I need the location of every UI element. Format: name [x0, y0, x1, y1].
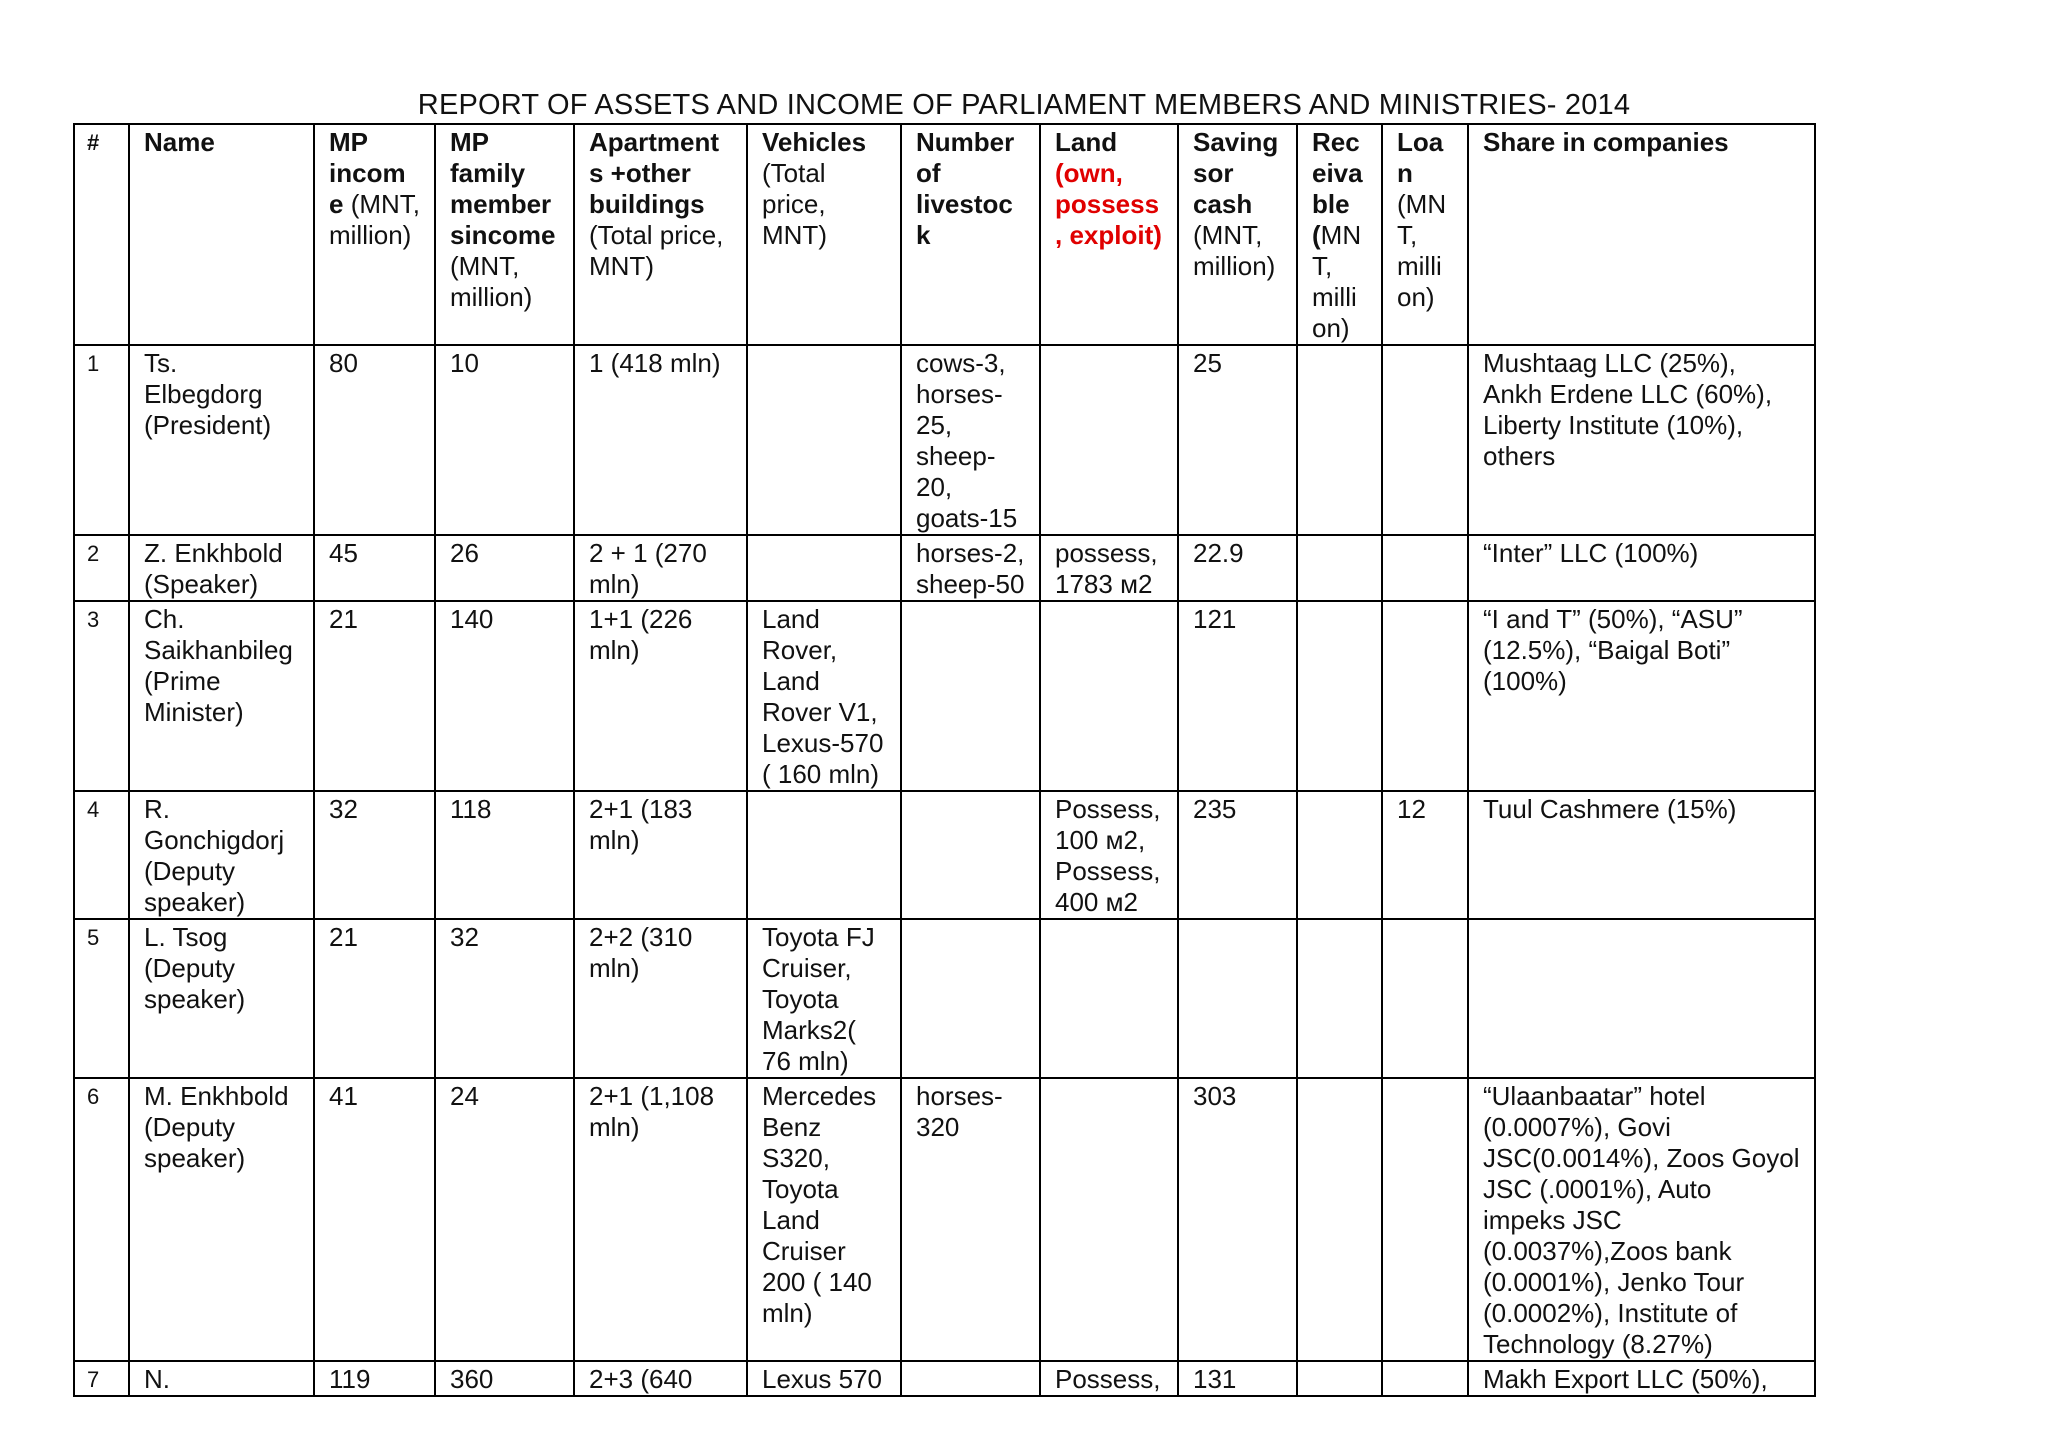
cell-loan — [1382, 345, 1468, 535]
cell-number: 6 — [74, 1078, 129, 1361]
column-header-savings: Saving sor cash (MNT, million) — [1178, 124, 1297, 345]
cell-land: Possess, 100 м2, Possess, 400 м2 — [1040, 791, 1178, 919]
cell-vehicles: Lexus 570 — [747, 1361, 901, 1396]
cell-shares — [1468, 919, 1815, 1078]
column-header-family-income: MP family member sincome (MNT, million) — [435, 124, 574, 345]
cell-apartments: 2+1 (1,108 mln) — [574, 1078, 747, 1361]
cell-family-income: 360 — [435, 1361, 574, 1396]
assets-income-table — [73, 123, 1816, 1397]
cell-loan — [1382, 601, 1468, 791]
cell-land: possess, 1783 м2 — [1040, 535, 1178, 601]
column-header-name: Name — [129, 124, 314, 345]
cell-income: 80 — [314, 345, 435, 535]
cell-savings: 25 — [1178, 345, 1297, 535]
cell-savings: 22.9 — [1178, 535, 1297, 601]
cell-number: 2 — [74, 535, 129, 601]
cell-family-income: 140 — [435, 601, 574, 791]
cell-family-income: 118 — [435, 791, 574, 919]
cell-name: L. Tsog (Deputy speaker) — [129, 919, 314, 1078]
cell-vehicles — [747, 345, 901, 535]
cell-number: 3 — [74, 601, 129, 791]
table-row — [74, 535, 1815, 601]
cell-family-income: 32 — [435, 919, 574, 1078]
cell-apartments: 1 (418 mln) — [574, 345, 747, 535]
cell-income: 45 — [314, 535, 435, 601]
cell-receivable — [1297, 791, 1382, 919]
cell-livestock: horses-2, sheep-50 — [901, 535, 1040, 601]
table-row — [74, 919, 1815, 1078]
column-header-vehicles: Vehicles (Total price, MNT) — [747, 124, 901, 345]
cell-land: Possess, — [1040, 1361, 1178, 1396]
cell-savings: 131 — [1178, 1361, 1297, 1396]
column-header-loan: Loan (MNT, million) — [1382, 124, 1468, 345]
cell-savings: 121 — [1178, 601, 1297, 791]
column-header-receivable: Receivable (MNT, million) — [1297, 124, 1382, 345]
cell-shares: “Ulaanbaatar” hotel (0.0007%), Govi JSC(0.0014%), Zoos Goyol JSC (.0001%), Auto impeks JSC (0.0037%),Zoos bank (0.0001%), Jenko Tour (0.0002%), Institute of Technology (8.27%) — [1468, 1078, 1815, 1361]
cell-land — [1040, 1078, 1178, 1361]
header-row — [74, 124, 1815, 345]
cell-income: 21 — [314, 601, 435, 791]
cell-number: 1 — [74, 345, 129, 535]
cell-shares: Makh Export LLC (50%), — [1468, 1361, 1815, 1396]
cell-income: 32 — [314, 791, 435, 919]
cell-name: Ts. Elbegdorg (President) — [129, 345, 314, 535]
column-header-apartments: Apartments +other buildings (Total price, MNT) — [574, 124, 747, 345]
cell-livestock — [901, 791, 1040, 919]
cell-receivable — [1297, 535, 1382, 601]
cell-apartments: 2+2 (310 mln) — [574, 919, 747, 1078]
cell-income: 119 — [314, 1361, 435, 1396]
report-title: REPORT OF ASSETS AND INCOME OF PARLIAMENT MEMBERS AND MINISTRIES- 2014 — [417, 89, 1631, 121]
cell-loan — [1382, 1361, 1468, 1396]
cell-land — [1040, 345, 1178, 535]
table-row — [74, 1078, 1815, 1361]
cell-family-income: 24 — [435, 1078, 574, 1361]
cell-income: 41 — [314, 1078, 435, 1361]
cell-receivable — [1297, 601, 1382, 791]
cell-number: 4 — [74, 791, 129, 919]
column-header-shares: Share in companies — [1468, 124, 1815, 345]
cell-shares: Tuul Cashmere (15%) — [1468, 791, 1815, 919]
cell-name: R. Gonchigdorj (Deputy speaker) — [129, 791, 314, 919]
cell-livestock — [901, 1361, 1040, 1396]
cell-loan — [1382, 1078, 1468, 1361]
cell-loan — [1382, 919, 1468, 1078]
cell-name: N. — [129, 1361, 314, 1396]
cell-vehicles: Land Rover, Land Rover V1, Lexus-570 ( 160 mln) — [747, 601, 901, 791]
cell-receivable — [1297, 1361, 1382, 1396]
cell-apartments: 2+1 (183 mln) — [574, 791, 747, 919]
cell-name: M. Enkhbold (Deputy speaker) — [129, 1078, 314, 1361]
cell-livestock — [901, 919, 1040, 1078]
cell-name: Z. Enkhbold (Speaker) — [129, 535, 314, 601]
cell-apartments: 2+3 (640 — [574, 1361, 747, 1396]
table-row — [74, 1361, 1815, 1396]
cell-livestock: cows-3, horses-25, sheep-20, goats-15 — [901, 345, 1040, 535]
cell-vehicles: Toyota FJ Cruiser, Toyota Marks2( 76 mln) — [747, 919, 901, 1078]
cell-vehicles: Mercedes Benz S320, Toyota Land Cruiser 200 ( 140 mln) — [747, 1078, 901, 1361]
cell-vehicles — [747, 535, 901, 601]
cell-loan — [1382, 535, 1468, 601]
cell-loan: 12 — [1382, 791, 1468, 919]
cell-receivable — [1297, 345, 1382, 535]
column-header-number: # — [74, 124, 129, 345]
column-header-land: Land (own, possess, exploit) — [1040, 124, 1178, 345]
cell-savings: 235 — [1178, 791, 1297, 919]
column-header-mp-income: MP income (MNT, million) — [314, 124, 435, 345]
cell-shares: “I and T” (50%), “ASU” (12.5%), “Baigal Boti” (100%) — [1468, 601, 1815, 791]
cell-name: Ch. Saikhanbileg (Prime Minister) — [129, 601, 314, 791]
cell-apartments: 1+1 (226 mln) — [574, 601, 747, 791]
column-header-livestock: Number of livestock — [901, 124, 1040, 345]
cell-apartments: 2 + 1 (270 mln) — [574, 535, 747, 601]
cell-number: 7 — [74, 1361, 129, 1396]
cell-vehicles — [747, 791, 901, 919]
cell-shares: Mushtaag LLC (25%), Ankh Erdene LLC (60%), Liberty Institute (10%), others — [1468, 345, 1815, 535]
cell-shares: “Inter” LLC (100%) — [1468, 535, 1815, 601]
cell-number: 5 — [74, 919, 129, 1078]
cell-savings — [1178, 919, 1297, 1078]
table-row — [74, 791, 1815, 919]
cell-receivable — [1297, 1078, 1382, 1361]
cell-family-income: 10 — [435, 345, 574, 535]
cell-livestock — [901, 601, 1040, 791]
cell-land — [1040, 919, 1178, 1078]
cell-income: 21 — [314, 919, 435, 1078]
cell-land — [1040, 601, 1178, 791]
table-row — [74, 601, 1815, 791]
cell-livestock: horses-320 — [901, 1078, 1040, 1361]
table-row — [74, 345, 1815, 535]
cell-receivable — [1297, 919, 1382, 1078]
cell-family-income: 26 — [435, 535, 574, 601]
cell-savings: 303 — [1178, 1078, 1297, 1361]
